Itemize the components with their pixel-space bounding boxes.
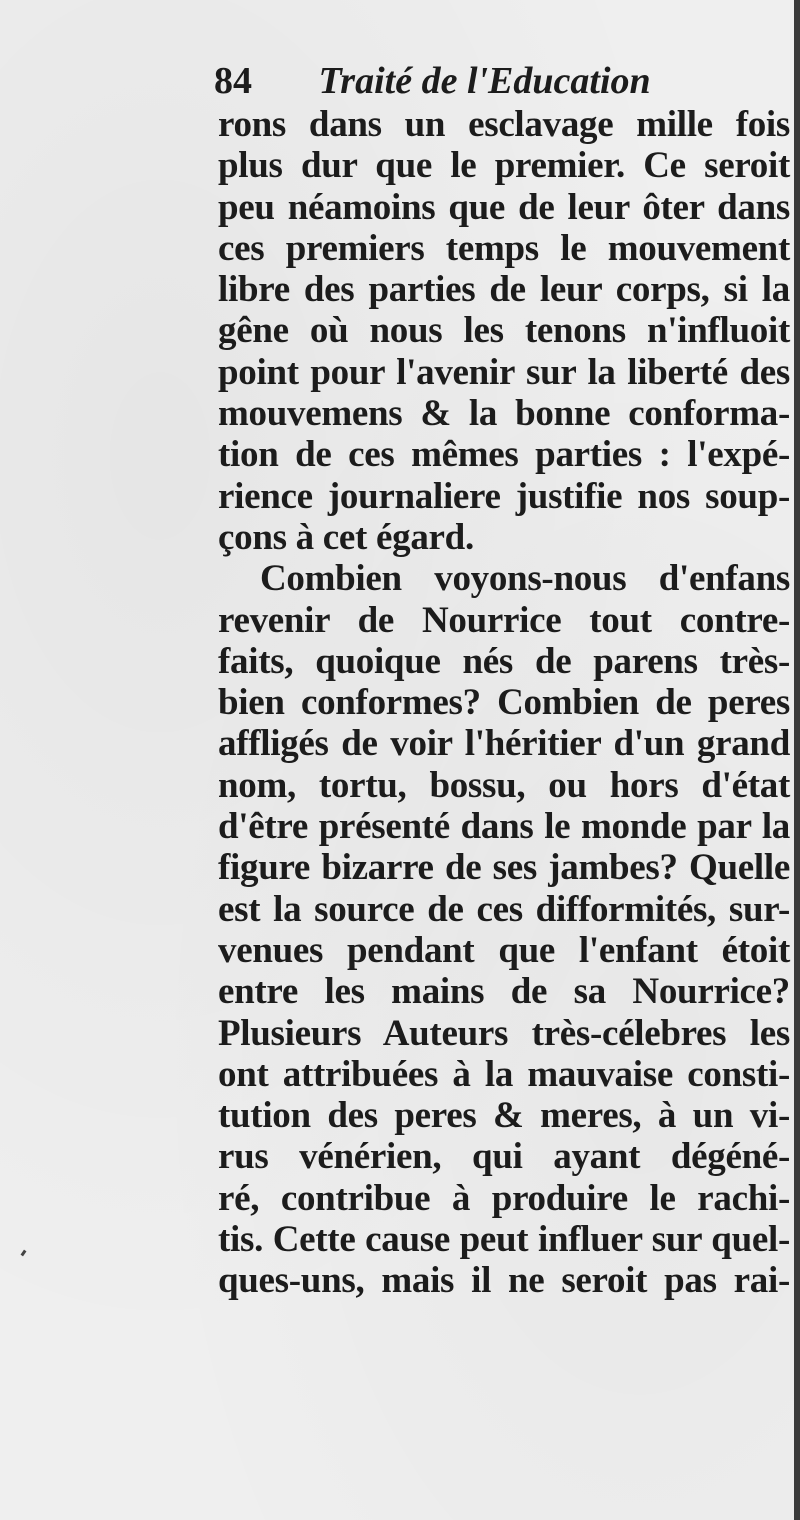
text-line: point pour l'avenir sur la liberté des	[218, 351, 790, 393]
text-line: mouvemens & la bonne conforma-	[218, 393, 790, 435]
text-line: gêne où nous les tenons n'influoit	[218, 310, 790, 352]
text-line: Plusieurs Auteurs très-célebres les	[218, 1012, 790, 1054]
body-text	[218, 104, 790, 1302]
text-line: ques-uns, mais il ne seroit pas rai-	[218, 1260, 790, 1302]
text-line: tion de ces mêmes parties : l'expé-	[218, 434, 790, 476]
text-line: revenir de Nourrice tout contre-	[218, 599, 790, 641]
text-line: ont attribuées à la mauvaise consti-	[218, 1053, 790, 1095]
page-edge-shadow	[794, 0, 800, 1520]
page-number: 84	[214, 60, 252, 102]
text-line: entre les mains de sa Nourrice?	[218, 971, 790, 1013]
text-line: libre des parties de leur corps, si la	[218, 269, 790, 311]
text-line: nom, tortu, bossu, ou hors d'état	[218, 764, 790, 806]
text-line: ces premiers temps le mouvement	[218, 227, 790, 269]
text-line: plus dur que le premier. Ce seroit	[218, 145, 790, 187]
page-header	[214, 58, 734, 104]
ink-speck	[21, 1250, 27, 1257]
text-line: tution des peres & meres, à un vi-	[218, 1095, 790, 1137]
text-line: bien conformes? Combien de peres	[218, 682, 790, 724]
text-line: figure bizarre de ses jambes? Quelle	[218, 847, 790, 889]
text-line: affligés de voir l'héritier d'un grand	[218, 723, 790, 765]
text-line: ré, contribue à produire le rachi-	[218, 1177, 790, 1219]
text-line: est la source de ces difformités, sur-	[218, 888, 790, 930]
text-line: rience journaliere justifie nos soup-	[218, 475, 790, 517]
text-line: rus vénérien, qui ayant dégéné-	[218, 1136, 790, 1178]
text-line: venues pendant que l'enfant étoit	[218, 929, 790, 971]
paragraph-first-line: Combien voyons-nous d'enfans	[260, 558, 790, 600]
running-title: Traité de l'Education	[318, 60, 651, 102]
text-line: faits, quoique nés de parens très-	[218, 640, 790, 682]
text-line: peu néamoins que de leur ôter dans	[218, 186, 790, 228]
text-line: rons dans un esclavage mille fois	[218, 104, 790, 145]
text-line: çons à cet égard.	[218, 516, 474, 558]
text-line: tis. Cette cause peut influer sur quel-	[218, 1219, 790, 1261]
text-line: d'être présenté dans le monde par la	[218, 806, 790, 848]
